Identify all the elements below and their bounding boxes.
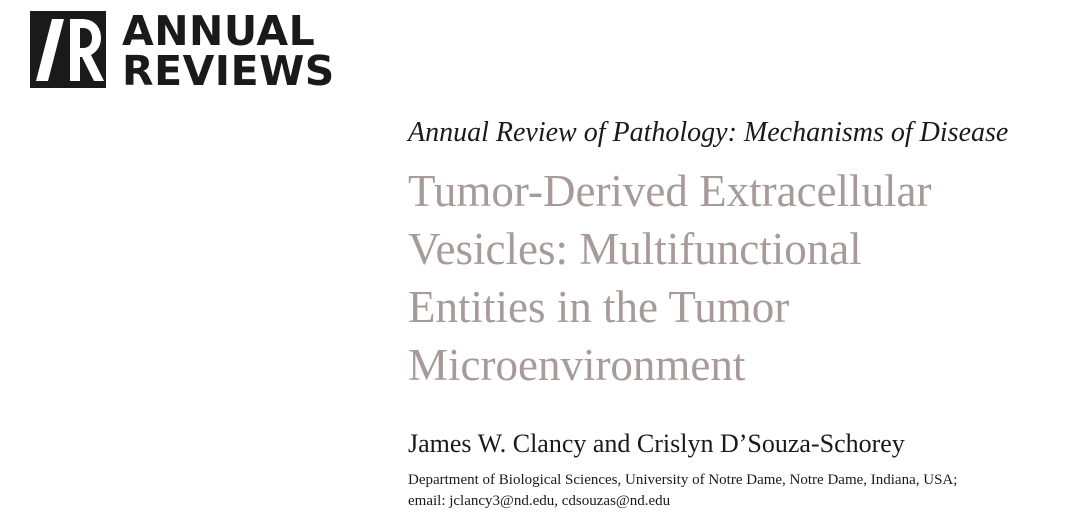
title-line: Tumor-Derived Extracellular xyxy=(408,166,932,216)
author-affiliation xyxy=(408,470,1068,512)
logo-word-annual: ANNUAL xyxy=(122,7,316,55)
ar-monogram-icon xyxy=(30,11,106,88)
article-title xyxy=(408,162,1008,394)
journal-name: Annual Review of Pathology: Mechanisms of Disease xyxy=(408,117,1009,148)
affiliation-line: Department of Biological Sciences, University of Notre Dame, Notre Dame, Indiana, USA; xyxy=(408,472,958,488)
title-line: Microenvironment xyxy=(408,340,746,390)
logo-word-reviews: REVIEWS xyxy=(122,47,335,95)
author-list: James W. Clancy and Crislyn D’Souza-Schorey xyxy=(408,429,905,458)
logo-wordmark xyxy=(122,7,335,95)
article-header xyxy=(408,114,1068,512)
affiliation-email-line: email: jclancy3@nd.edu, cdsouzas@nd.edu xyxy=(408,493,671,509)
annual-reviews-logo xyxy=(30,7,335,95)
title-line: Entities in the Tumor xyxy=(408,282,790,332)
title-line: Vesicles: Multifunctional xyxy=(408,224,862,274)
